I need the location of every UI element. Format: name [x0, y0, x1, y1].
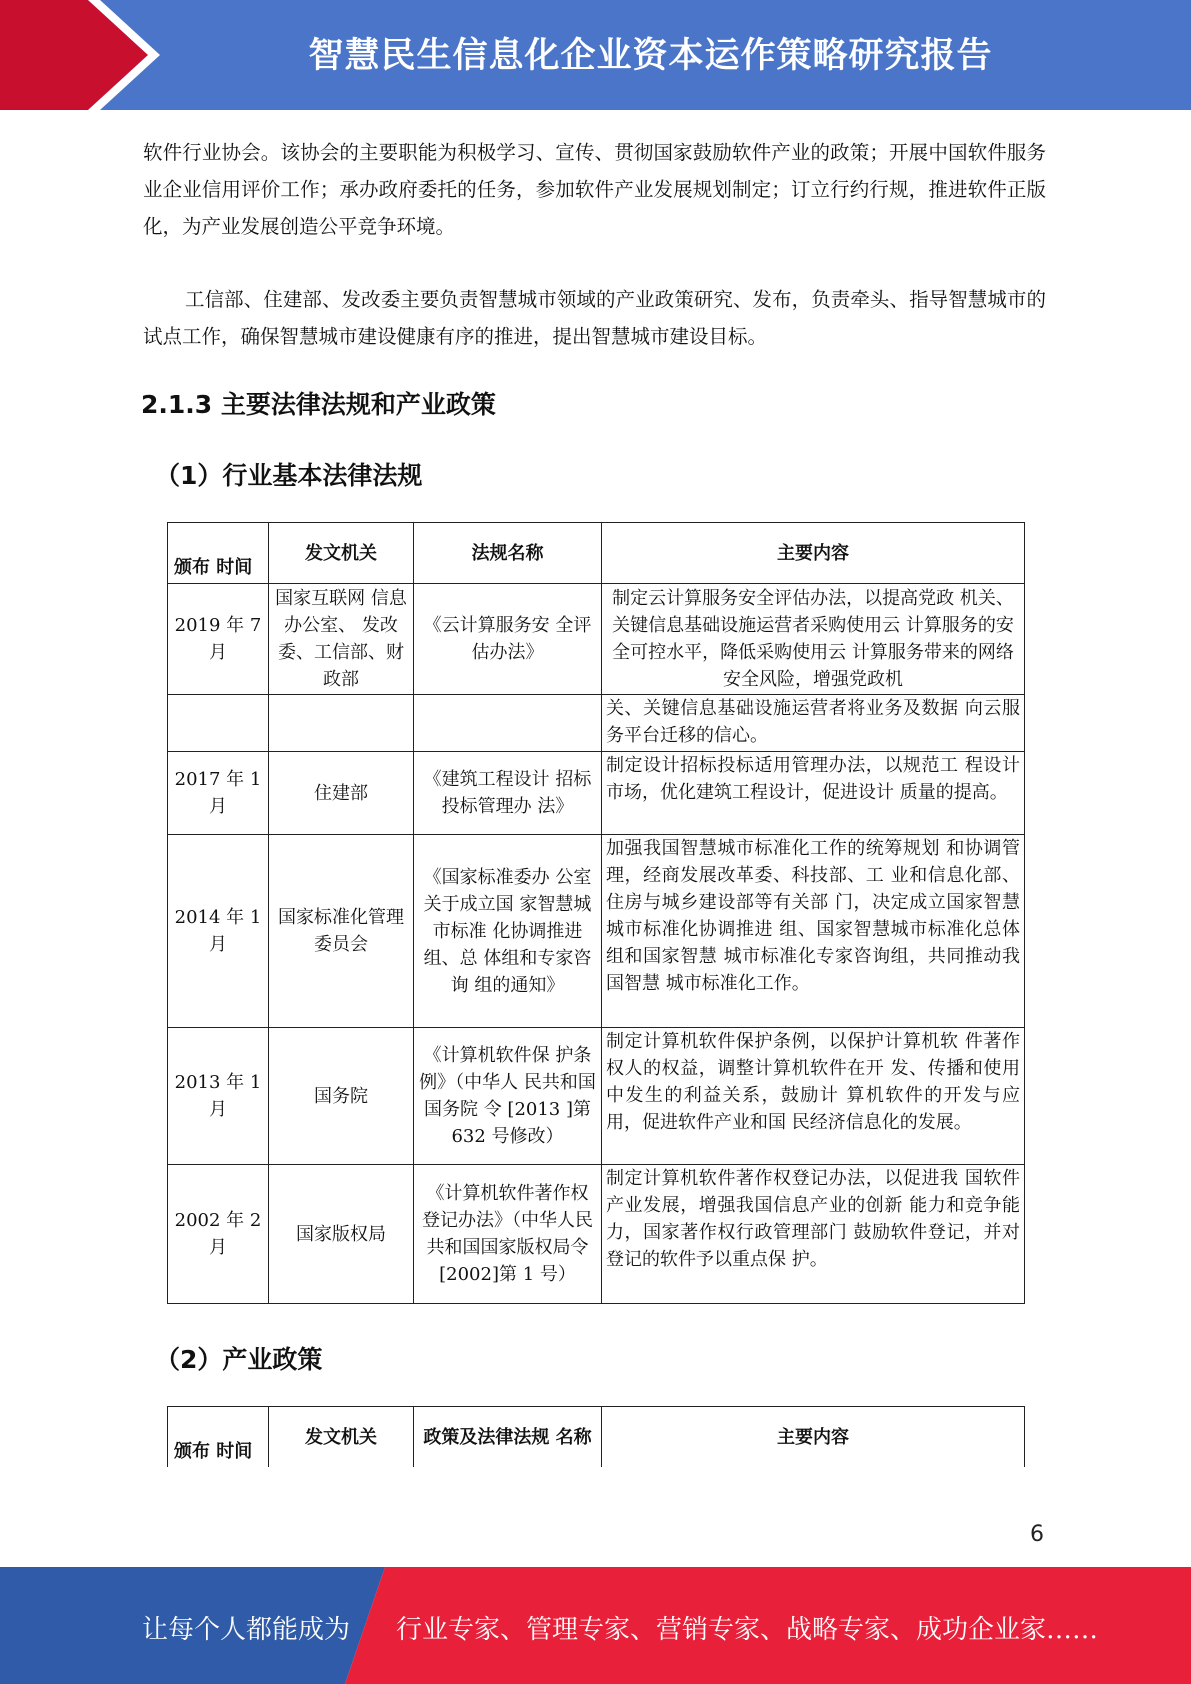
subheading-policy: （2）产业政策 — [155, 1345, 323, 1374]
table-row — [168, 695, 1025, 752]
header-content: 主要内容 — [602, 1407, 1025, 1468]
cell-org: 国家版权局 — [269, 1165, 414, 1304]
table-header-row — [168, 1407, 1025, 1468]
cell-content: 制定计算机软件保护条例，以保护计算机软 件著作权人的权益，调整计算机软件在开 发、传播和使用中发生的利益关系，鼓励计 算机软件的开发与应用，促进软件产业和国 民经济信息化的发展。 — [602, 1028, 1025, 1165]
header-band — [0, 0, 1191, 110]
section-heading: 2.1.3 主要法律法规和产业政策 — [141, 390, 496, 419]
footer-band — [0, 1567, 1191, 1684]
header-org: 发文机关 — [269, 1407, 414, 1468]
cell-date: 2013 年 1 月 — [168, 1028, 269, 1165]
cell-content: 制定设计招标投标适用管理办法，以规范工 程设计市场，优化建筑工程设计，促进设计 质量的提高。 — [602, 752, 1025, 835]
header-date: 颁布 时间 — [168, 523, 269, 584]
table-row — [168, 1028, 1025, 1165]
footer-slogan-left: 让每个人都能成为 — [142, 1615, 351, 1645]
footer-slogan-right: 行业专家、管理专家、营销专家、战略专家、成功企业家…… — [396, 1615, 1099, 1645]
header-name: 法规名称 — [414, 523, 602, 584]
cell-org — [269, 695, 414, 752]
report-title: 智慧民生信息化企业资本运作策略研究报告 — [308, 36, 993, 76]
paragraph-software-association: 软件行业协会。该协会的主要职能为积极学习、宣传、贯彻国家鼓励软件产业的政策；开展中国软件服务业企业信用评价工作；承办政府委托的任务，参加软件产业发展规划制定；订立行约行规，推进软件正版化，为产业发展创造公平竞争环境。 — [143, 141, 1046, 238]
law-table — [167, 522, 1025, 1304]
cell-org: 住建部 — [269, 752, 414, 835]
cell-name: 《计算机软件著作权登记办法》（中华人民共和国国家版权局令 [2002]第 1 号） — [414, 1165, 602, 1304]
cell-org: 国家互联网 信息办公室、 发改委、工信部、财政部 — [269, 584, 414, 695]
table-row — [168, 1165, 1025, 1304]
cell-org: 国务院 — [269, 1028, 414, 1165]
cell-name: 《计算机软件保 护条例》（中华人 民共和国国务院 令 [2013 ]第 632 号修改） — [414, 1028, 602, 1165]
cell-date: 2017 年 1 月 — [168, 752, 269, 835]
header-content: 主要内容 — [602, 523, 1025, 584]
cell-content: 关、关键信息基础设施运营者将业务及数据 向云服务平台迁移的信心。 — [602, 695, 1025, 752]
cell-content: 制定云计算服务安全评估办法，以提高党政 机关、关键信息基础设施运营者采购使用云 计算服务的安全可控水平，降低采购使用云 计算服务带来的网络安全风险，增强党政机 — [602, 584, 1025, 695]
policy-table — [167, 1406, 1025, 1467]
subheading-laws: （1）行业基本法律法规 — [155, 461, 423, 490]
page-number: 6 — [1030, 1522, 1044, 1547]
table-header-row — [168, 523, 1025, 584]
cell-date: 2002 年 2 月 — [168, 1165, 269, 1304]
header-org: 发文机关 — [269, 523, 414, 584]
table-row — [168, 584, 1025, 695]
cell-name: 《国家标准委办 公室关于成立国 家智慧城市标准 化协调推进组、总 体组和专家咨询 组的通知》 — [414, 835, 602, 1028]
table-row — [168, 752, 1025, 835]
cell-date: 2019 年 7 月 — [168, 584, 269, 695]
cell-name — [414, 695, 602, 752]
cell-content: 加强我国智慧城市标准化工作的统筹规划 和协调管理，经商发展改革委、科技部、工 业和信息化部、住房与城乡建设部等有关部 门，决定成立国家智慧城市标准化协调推进 组、国家智慧城市标准化总体组和国家智慧 城市标准化专家咨询组，共同推动我国智慧 城市标准化工作。 — [602, 835, 1025, 1028]
header-name: 政策及法律法规 名称 — [414, 1407, 602, 1468]
paragraph-ministries: 工信部、住建部、发改委主要负责智慧城市领域的产业政策研究、发布，负责牵头、指导智慧城市的试点工作，确保智慧城市建设健康有序的推进，提出智慧城市建设目标。 — [143, 288, 1046, 348]
cell-content: 制定计算机软件著作权登记办法，以促进我 国软件产业发展，增强我国信息产业的创新 能力和竞争能力，国家著作权行政管理部门 鼓励软件登记，并对登记的软件予以重点保 护。 — [602, 1165, 1025, 1304]
cell-org: 国家标准化管理委员会 — [269, 835, 414, 1028]
cell-date — [168, 695, 269, 752]
cell-name: 《云计算服务安 全评估办法》 — [414, 584, 602, 695]
cell-name: 《建筑工程设计 招标投标管理办 法》 — [414, 752, 602, 835]
header-date: 颁布 时间 — [168, 1407, 269, 1468]
table-row — [168, 835, 1025, 1028]
cell-date: 2014 年 1 月 — [168, 835, 269, 1028]
